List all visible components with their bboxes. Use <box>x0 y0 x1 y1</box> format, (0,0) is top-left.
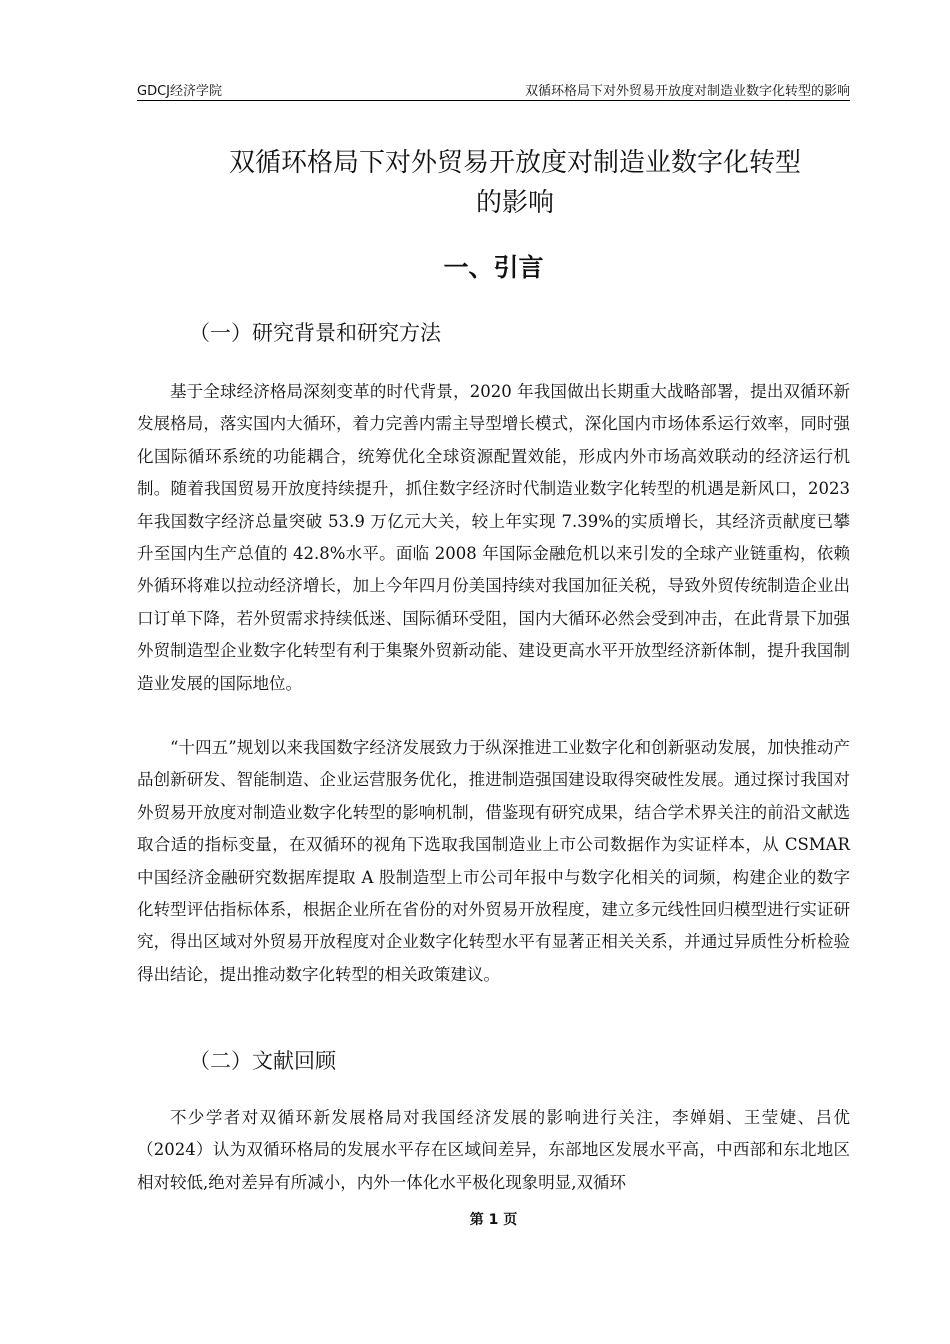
header-institution: GDCJ经济学院 <box>137 84 222 99</box>
paper-title-line-1: 双循环格局下对外贸易开放度对制造业数字化转型 <box>228 148 801 178</box>
subsection-heading-literature: （二）文献回顾 <box>189 1049 336 1073</box>
subsection-heading-background: （一）研究背景和研究方法 <box>189 321 441 345</box>
running-header <box>137 78 850 101</box>
paper-title-line-2: 的影响 <box>475 188 554 218</box>
paragraph-background: 基于全球经济格局深刻变革的时代背景，2020 年我国做出长期重大战略部署，提出双循环新发展格局，落实国内大循环，着力完善内需主导型增长模式，深化国内市场体系运行效率，同时强化国际循环系统的功能耦合，统筹优化全球资源配置效能，形成内外市场高效联动的经济运行机制。随着我国贸易开放度持续提升，抓住数字经济时代制造业数字化转型的机遇是新风口，2023 年我国数字经济总量突破 53.9 万亿元大关，较上年实现 7.39%的实质增长，其经济贡献度已攀升至国内生产总值的 42.8%水平。面临 2008 年国际金融危机以来引发的全球产业链重构，依赖外循环将难以拉动经济增长，加上今年四月份美国持续对我国加征关税，导致外贸传统制造企业出口订单下降，若外贸需求持续低迷、国际循环受阻，国内大循环必然会受到冲击，在此背景下加强外贸制造型企业数字化转型有利于集聚外贸新动能、建设更高水平开放型经济新体制，提升我国制造业发展的国际地位。 <box>137 382 850 693</box>
paragraph-methods: “十四五”规划以来我国数字经济发展致力于纵深推进工业数字化和创新驱动发展，加快推动产品创新研发、智能制造、企业运营服务优化，推进制造强国建设取得突破性发展。通过探讨我国对外贸易开放度对制造业数字化转型的影响机制，借鉴现有研究成果，结合学术界关注的前沿文献选取合适的指标变量，在双循环的视角下选取我国制造业上市公司数据作为实证样本，从 CSMAR 中国经济金融研究数据库提取 A 股制造型上市公司年报中与数字化相关的词频，构建企业的数字化转型评估指标体系，根据企业所在省份的对外贸易开放程度，建立多元线性回归模型进行实证研究，得出区域对外贸易开放程度对企业数字化转型水平有显著正相关关系，并通过异质性分析检验得出结论，提出推动数字化转型的相关政策建议。 <box>137 738 850 984</box>
section-heading-introduction: 一、引言 <box>443 253 544 282</box>
paper-title <box>180 143 850 223</box>
paragraph-literature: 不少学者对双循环新发展格局对我国经济发展的影响进行关注，李婵娟、王莹婕、吕优（2024）认为双循环格局的发展水平存在区域间差异，东部地区发展水平高，中西部和东北地区相对较低,绝对差异有所减小，内外一体化水平极化现象明显,双循环 <box>137 1108 850 1192</box>
page-number: 第 1 页 <box>469 1212 518 1228</box>
header-paper-title: 双循环格局下对外贸易开放度对制造业数字化转型的影响 <box>524 84 850 99</box>
